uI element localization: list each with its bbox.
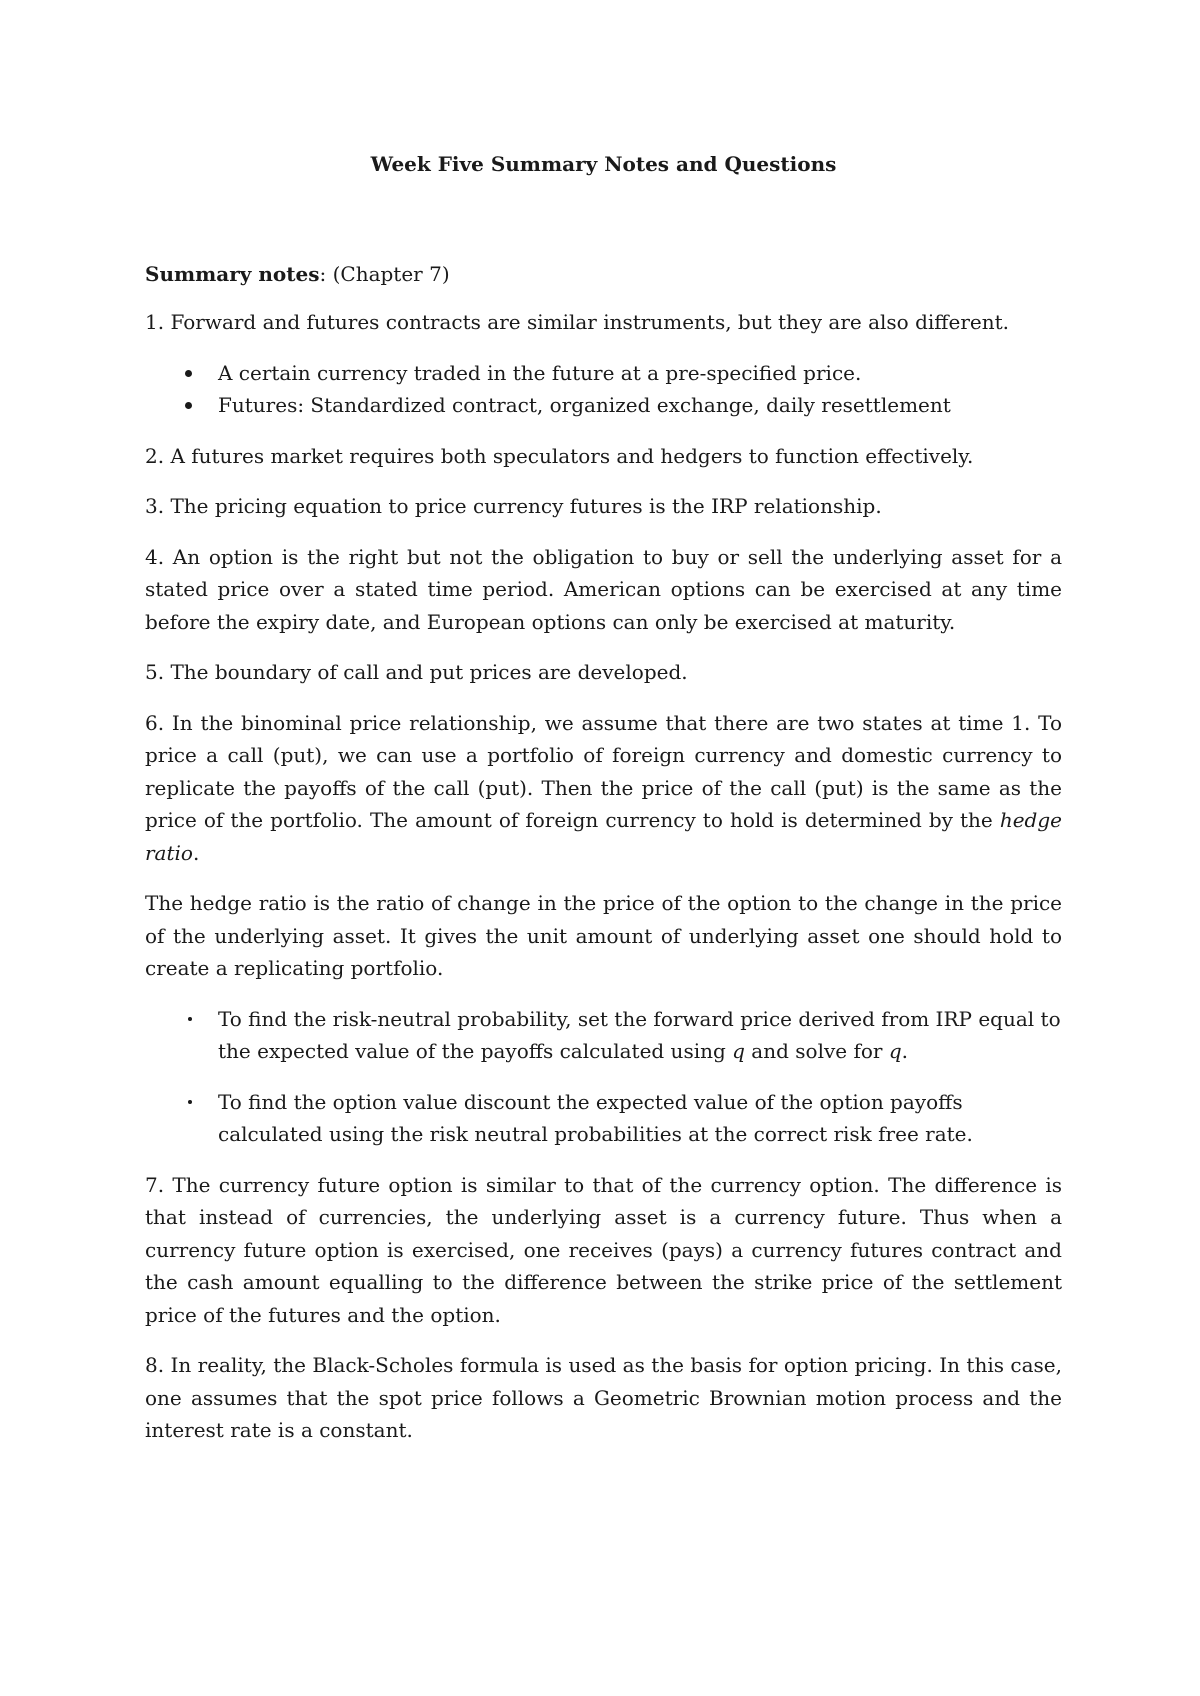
hedge-bullet-text: . — [901, 1039, 909, 1063]
item-5: 5. The boundary of call and put prices are developed. — [145, 660, 688, 684]
document-title: Week Five Summary Notes and Questions — [370, 152, 837, 176]
item-1-bullet: Futures: Standardized contract, organized exchange, daily resettlement — [145, 389, 1062, 422]
hedge-bullet-text: and solve for — [744, 1039, 889, 1063]
item-1: 1. Forward and futures contracts are similar instruments, but they are also different. — [145, 310, 1009, 334]
item-4: 4. An option is the right but not the obligation to buy or sell the underlying asset for a stated price over a stated time period. American options can be exercised at any time before the expiry date, and European options can only be exercised at maturity. — [145, 544, 1062, 634]
item-6-end: . — [192, 840, 200, 865]
hedge-ratio-paragraph: The hedge ratio is the ratio of change in the price of the option to the change in the price of the underlying asset. It gives the unit amount of underlying asset one should hold to create a replicating portfolio. — [145, 891, 1062, 980]
item-6-text: 6. In the binominal price relationship, we assume that there are two states at time 1. To price a call (put), we can use a portfolio of foreign currency and domestic currency to replicate the payoffs of the call (put). Then the price of the call (put) is the same as the price of the portfolio. The amount of foreign currency to hold is determined by the — [145, 710, 1062, 832]
summary-heading-label: Summary notes — [145, 261, 320, 286]
item-1-bullet-list — [145, 357, 1062, 422]
item-8: 8. In reality, the Black-Scholes formula is used as the basis for option pricing. In this case, one assumes that the spot price follows a Geometric Brownian motion process and the interest rate is a constant. — [145, 1353, 1062, 1442]
document-content — [145, 148, 1062, 1465]
item-2: 2. A futures market requires both speculators and hedgers to function effectively. — [145, 443, 974, 468]
hedge-bullet-text: To find the risk-neutral probability, set the forward price derived from IRP equal to the expected value of the payoffs calculated using — [218, 1006, 1061, 1063]
item-7: 7. The currency future option is similar to that of the currency option. The difference is that instead of currencies, the underlying asset is a currency future. Thus when a currency future option is exercised, one receives (pays) a currency futures contract and the cash amount equalling to the difference between the strike price of the settlement price of the futures and the option. — [145, 1172, 1062, 1327]
q-symbol: q — [888, 1039, 902, 1063]
item-6 — [145, 707, 1062, 870]
hedge-bullet — [145, 1003, 1062, 1068]
q-symbol: q — [732, 1039, 745, 1063]
item-1-bullet: A certain currency traded in the future at a pre-specified price. — [145, 357, 1062, 390]
summary-heading — [145, 258, 1062, 291]
item-3: 3. The pricing equation to price currency futures is the IRP relationship. — [145, 494, 882, 518]
hedge-bullet: To find the option value discount the expected value of the option payoffs calculated using the risk neutral probabilities at the correct risk free rate. — [145, 1086, 1062, 1151]
hedge-ratio-term: hedge ratio — [145, 808, 1062, 865]
summary-heading-suffix: : (Chapter 7) — [319, 261, 450, 286]
hedge-bullet-list — [145, 1003, 1062, 1151]
